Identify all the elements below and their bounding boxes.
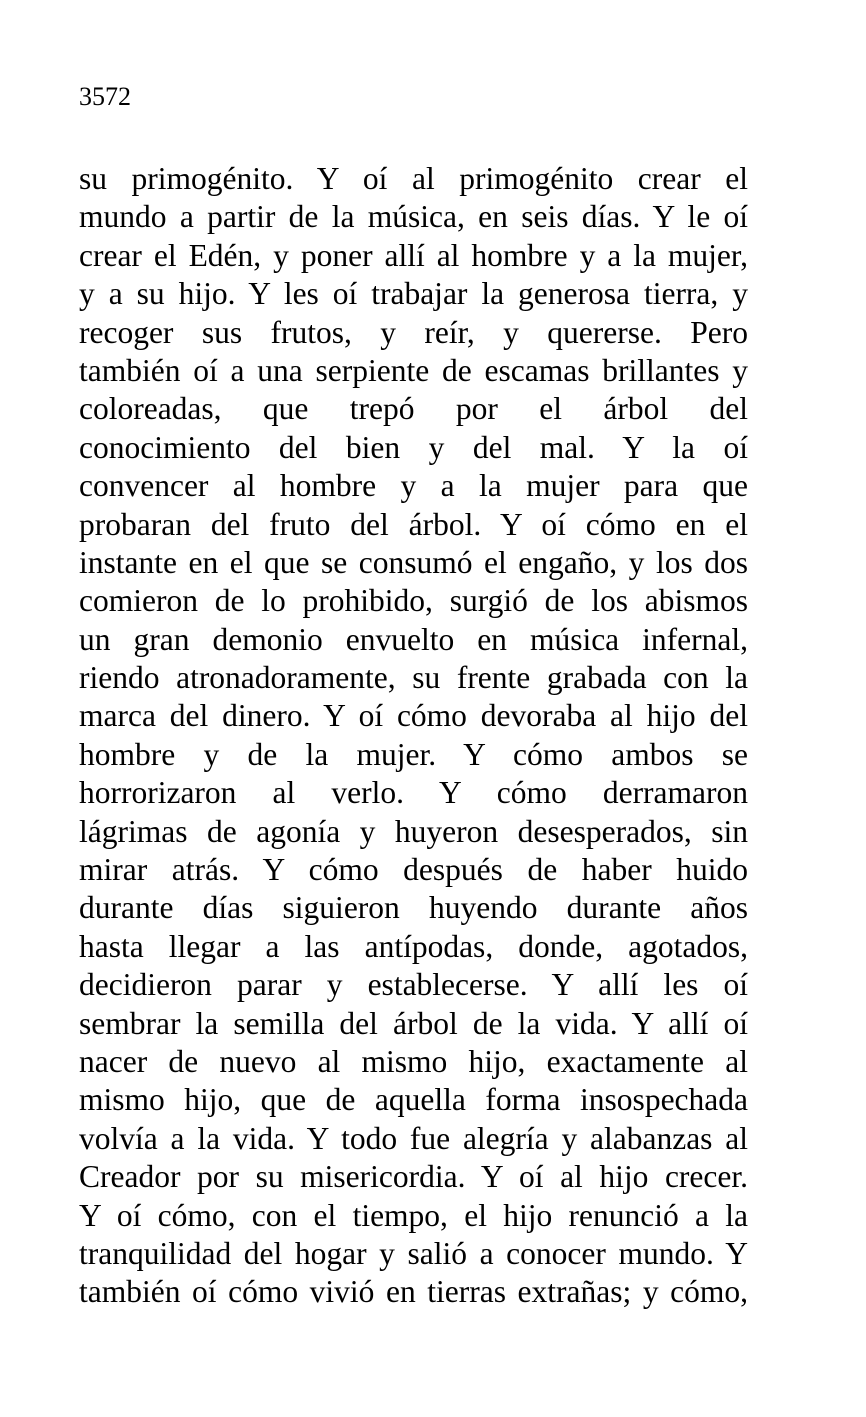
text-line: probaran del fruto del árbol. Y oí cómo en el [79,506,748,542]
text-line: también oí cómo vivió en tierras extrañas; y cómo, [79,1274,748,1310]
text-line: y a su hijo. Y les oí trabajar la generosa tierra, y [79,276,748,312]
text-line: conocimiento del bien y del mal. Y la oí [79,429,748,465]
text-line: riendo atronadoramente, su frente grabada con la [79,660,748,696]
text-line: mismo hijo, que de aquella forma insospechada [79,1082,748,1118]
text-line: marca del dinero. Y oí cómo devoraba al hijo del [79,698,748,734]
text-line: mirar atrás. Y cómo después de haber huido [79,852,748,888]
text-line: durante días siguieron huyendo durante años [79,890,748,926]
text-line: convencer al hombre y a la mujer para que [79,468,748,504]
text-line: decidieron parar y establecerse. Y allí les oí [79,967,748,1003]
text-line: volvía a la vida. Y todo fue alegría y alabanzas al [79,1120,748,1156]
text-line: crear el Edén, y poner allí al hombre y a la mujer, [79,237,748,273]
text-line: coloreadas, que trepó por el árbol del [79,391,748,427]
text-line: Creador por su misericordia. Y oí al hijo crecer. [79,1159,748,1195]
text-line: su primogénito. Y oí al primogénito crear el [79,161,748,196]
text-line: instante en el que se consumó el engaño, y los dos [79,544,748,580]
text-line: también oí a una serpiente de escamas brillantes y [79,352,748,388]
text-line: lágrimas de agonía y huyeron desesperados, sin [79,813,748,849]
text-line: sembrar la semilla del árbol de la vida. Y allí oí [79,1005,748,1041]
text-line: mundo a partir de la música, en seis días. Y le oí [79,199,748,235]
body-text [79,160,748,1312]
text-line: tranquilidad del hogar y salió a conocer mundo. Y [79,1235,748,1271]
text-line: hombre y de la mujer. Y cómo ambos se [79,736,748,772]
text-line: un gran demonio envuelto en música infernal, [79,621,748,657]
text-line: nacer de nuevo al mismo hijo, exactamente al [79,1043,748,1079]
text-line: hasta llegar a las antípodas, donde, agotados, [79,928,748,964]
text-line: horrorizaron al verlo. Y cómo derramaron [79,775,748,811]
text-line: comieron de lo prohibido, surgió de los abismos [79,583,748,619]
text-line: recoger sus frutos, y reír, y quererse. Pero [79,314,748,350]
text-line: Y oí cómo, con el tiempo, el hijo renunció a la [79,1197,748,1233]
page-number: 3572 [79,82,131,111]
